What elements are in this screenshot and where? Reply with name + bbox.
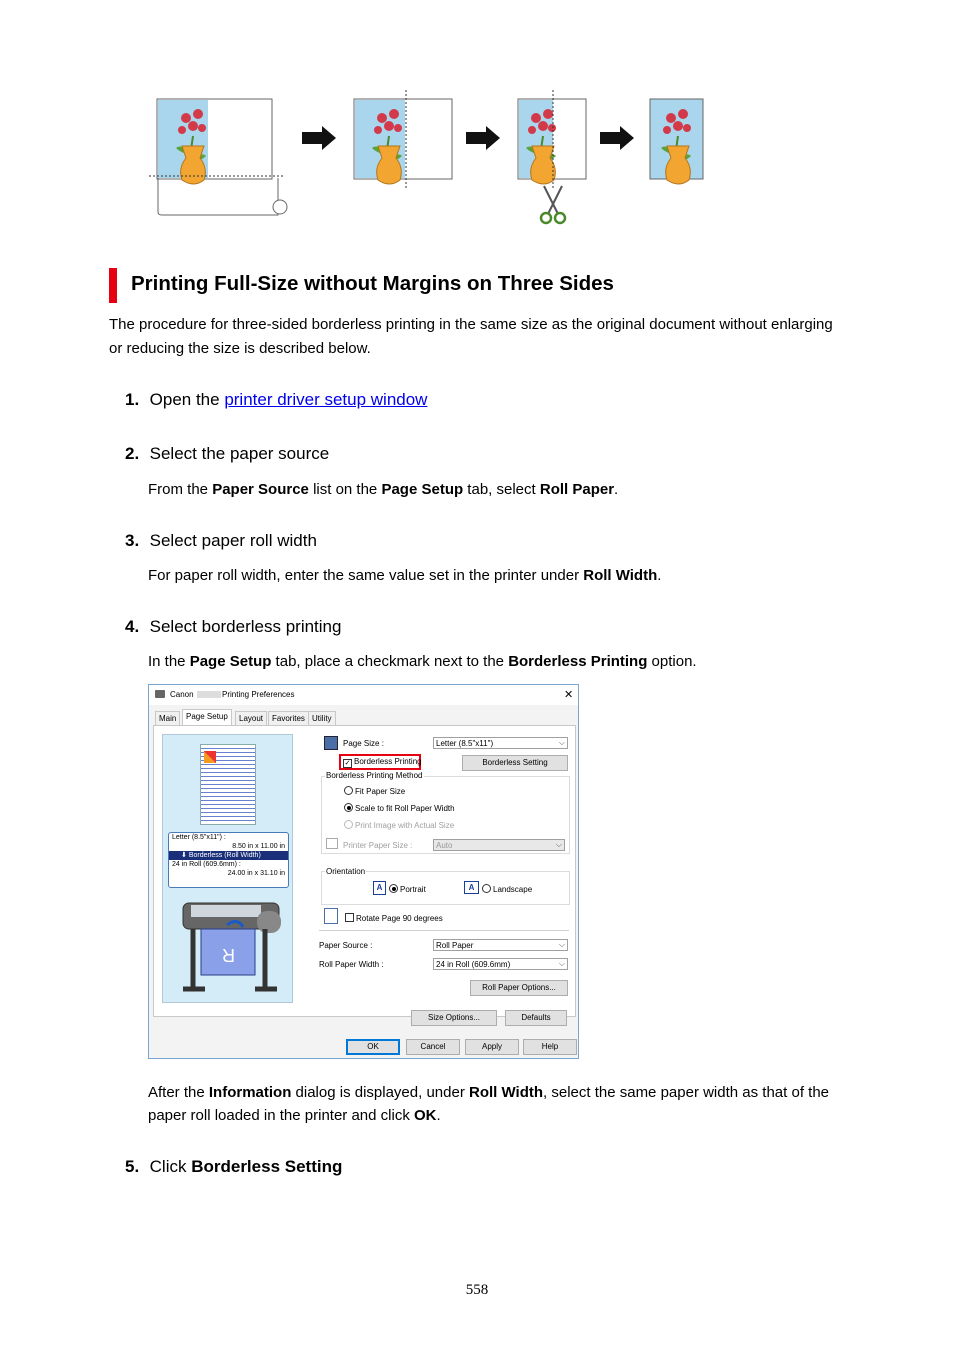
printer-icon [155, 690, 165, 698]
dialog-title: Printing Preferences [222, 690, 295, 699]
stage-4-result [650, 99, 703, 184]
page-size-select[interactable]: Letter (8.5"x11") ⌵ [433, 737, 568, 749]
size-options-button[interactable]: Size Options... [411, 1010, 497, 1026]
step-number: 1. [125, 390, 140, 409]
printer-driver-setup-link[interactable]: printer driver setup window [224, 390, 428, 409]
dialog-title-brand: Canon [170, 690, 194, 699]
step-4 [125, 617, 341, 637]
ok-button[interactable]: OK [346, 1039, 400, 1055]
arrow-icon [600, 126, 634, 150]
tab-utility[interactable]: Utility [308, 711, 336, 725]
large-format-printer-icon [177, 891, 285, 999]
actual-size-radio[interactable]: Print Image with Actual Size [344, 820, 454, 830]
section-heading: Printing Full-Size without Margins on Three Sides [131, 272, 614, 295]
tab-page-setup[interactable]: Page Setup [182, 709, 232, 725]
scale-to-roll-width-radio[interactable]: Scale to fit Roll Paper Width [344, 803, 455, 813]
help-button[interactable]: Help [523, 1039, 577, 1055]
step-2 [125, 444, 329, 464]
page-setup-panel [153, 725, 576, 1017]
rotate-checkbox[interactable]: Rotate Page 90 degrees [345, 913, 443, 923]
orientation-group-title: Orientation [326, 867, 366, 876]
portrait-radio[interactable]: Portrait [389, 884, 426, 894]
preview-info-box: Letter (8.5"x11") : 8.50 in x 11.00 in ⬇ Borderless (Roll Width) 24 in Roll (609.6mm) : 24.00 in x 31.10 in [168, 832, 289, 888]
tab-main[interactable]: Main [155, 711, 180, 725]
step-1 [125, 390, 427, 410]
cancel-button[interactable]: Cancel [406, 1039, 460, 1055]
chevron-down-icon: ⌵ [558, 940, 565, 949]
printing-preferences-dialog [148, 684, 579, 1059]
information-dialog-note: After the Information dialog is displayed, under Roll Width, select the same paper width as that of the paper roll loaded in the printer and click OK. [148, 1084, 830, 1124]
roll-paper-options-button[interactable]: Roll Paper Options... [470, 980, 568, 996]
printer-paper-size-label: Printer Paper Size : [343, 841, 413, 850]
step-text: Open the [149, 390, 225, 409]
arrow-icon [466, 126, 500, 150]
page-size-label: Page Size : [343, 739, 384, 748]
portrait-icon: A [373, 881, 386, 895]
tab-layout[interactable]: Layout [235, 711, 267, 725]
chevron-down-icon: ⌵ [558, 738, 565, 747]
scissors-icon [541, 186, 565, 223]
redacted-model [197, 691, 221, 698]
roll-width-label: Roll Paper Width : [319, 960, 384, 969]
stage-1-roll-paper [149, 99, 287, 215]
apply-button[interactable]: Apply [465, 1039, 519, 1055]
step-number: 2. [125, 444, 140, 463]
printer-paper-size-select[interactable]: Auto ⌵ [433, 839, 565, 851]
borderless-printing-checkbox[interactable]: ✓ Borderless Printing [344, 757, 422, 767]
step-title: Select paper roll width [149, 531, 317, 550]
method-group-title: Borderless Printing Method [326, 771, 423, 780]
arrow-icon [302, 126, 336, 150]
roll-width-select[interactable]: 24 in Roll (609.6mm) ⌵ [433, 958, 568, 970]
intro-paragraph: The procedure for three-sided borderless printing in the same size as the original document without enlarging or reducing the size is described below. [109, 316, 833, 357]
preview-image-icon [204, 751, 216, 763]
stage-3-cutting [518, 90, 586, 223]
tab-favorites[interactable]: Favorites [268, 711, 309, 725]
checkmark-icon: ✓ [344, 760, 351, 767]
page-size-icon [324, 736, 338, 750]
paper-source-label: Paper Source : [319, 941, 373, 950]
landscape-icon: A [464, 881, 479, 894]
step-bold-text: Borderless Setting [191, 1157, 343, 1176]
step-text: Click [149, 1157, 192, 1176]
stage-2-printed [354, 90, 452, 188]
rotate-icon [324, 908, 338, 924]
dialog-titlebar [149, 685, 578, 705]
step-3 [125, 531, 317, 551]
step-title: Select borderless printing [149, 617, 342, 636]
close-icon[interactable]: ✕ [564, 689, 574, 701]
down-arrow-icon: ⬇ [181, 852, 189, 859]
svg-text:R: R [222, 945, 235, 965]
preview-pane [162, 734, 293, 1003]
defaults-button[interactable]: Defaults [505, 1010, 567, 1026]
step-4-detail: In the Page Setup tab, place a checkmark next to the Borderless Printing option. [148, 653, 697, 670]
step-number: 4. [125, 617, 140, 636]
printer-paper-icon [326, 838, 338, 849]
orientation-group [321, 871, 570, 905]
step-3-detail: For paper roll width, enter the same value set in the printer under Roll Width. [148, 567, 662, 584]
step-number: 5. [125, 1157, 140, 1176]
step-5 [125, 1157, 342, 1177]
landscape-radio[interactable]: Landscape [482, 884, 532, 894]
heading-accent-bar [109, 268, 117, 303]
page-number: 558 [465, 1282, 489, 1298]
chevron-down-icon: ⌵ [555, 840, 562, 849]
chevron-down-icon: ⌵ [558, 959, 565, 968]
paper-source-select[interactable]: Roll Paper ⌵ [433, 939, 568, 951]
fit-paper-size-radio[interactable]: Fit Paper Size [344, 786, 405, 796]
step-2-detail: From the Paper Source list on the Page Setup tab, select Roll Paper. [148, 481, 619, 498]
page-preview [200, 744, 256, 825]
step-number: 3. [125, 531, 140, 550]
step-title: Select the paper source [149, 444, 330, 463]
borderless-process-illustration [140, 88, 720, 228]
separator [319, 930, 569, 931]
borderless-setting-button[interactable]: Borderless Setting [462, 755, 568, 771]
